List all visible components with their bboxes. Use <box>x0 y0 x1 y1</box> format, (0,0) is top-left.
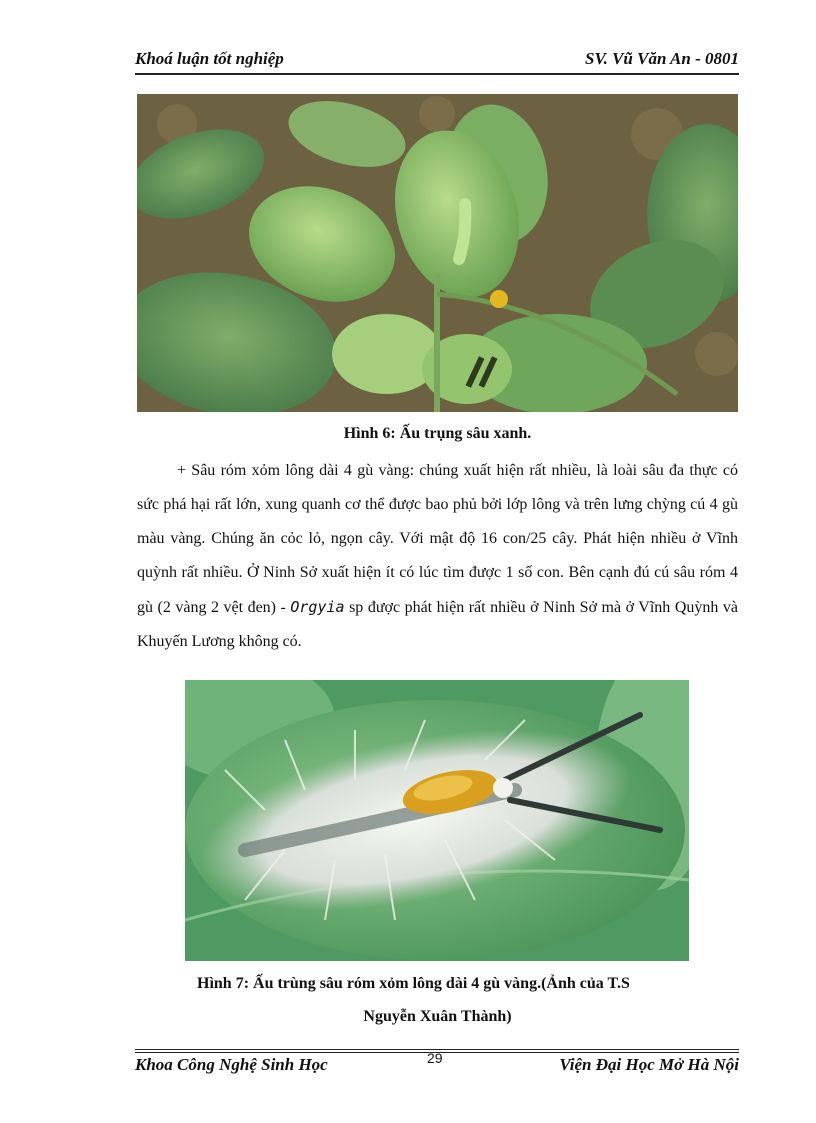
paragraph-text-after: sp được phát hiện rất nhiều ở Ninh Sở mà ở Vĩnh Quỳnh và Khuyến Lương không có. <box>137 599 739 650</box>
paragraph-text-before: + Sâu róm xỏm lông dài 4 gù vàng: chúng xuất hiện rất nhiều, là loài sâu đa thực có sức phá hại rất lớn, xung quanh cơ thể được bao phủ bởi lớp lông và trên lưng chỳng cú 4 gù màu vàng. Chúng ăn cỏc lỏ, ngọn cây. Với mật độ 16 con/25 cây. Phát hiện nhiều ở Vĩnh quỳnh rất nhiều. Ở Ninh Sở xuất hiện ít có lúc tìm được 1 số con. Bên cạnh đú cú sâu róm 4 gù (2 vàng 2 vệt đen) - <box>137 462 738 616</box>
paragraph-text <box>137 454 738 659</box>
header-rule <box>135 73 739 75</box>
photo-hairy-caterpillar <box>185 680 689 961</box>
figure-6-caption: Hình 6: Ấu trụng sâu xanh. <box>343 425 532 442</box>
header-thesis-label: Khoá luận tốt nghiệp <box>135 49 284 68</box>
body-paragraph <box>137 454 738 659</box>
page-header <box>135 49 739 73</box>
photo-green-caterpillar <box>137 94 738 412</box>
page-number: 29 <box>427 1050 443 1066</box>
genus-name: Orgyia <box>290 598 345 616</box>
figure-7-caption-line2: Nguyễn Xuân Thành) <box>363 1008 512 1025</box>
footer-faculty-label: Khoa Công Nghệ Sinh Học <box>135 1055 328 1074</box>
page-footer <box>135 1050 739 1079</box>
header-student-label: SV. Vũ Văn An - 0801 <box>584 49 739 68</box>
figure-7-caption-line1: Hình 7: Ấu trùng sâu róm xỏm lông dài 4 gù vàng.(Ảnh của T.S <box>197 975 630 992</box>
footer-university-label: Viện Đại Học Mở Hà Nội <box>559 1055 739 1074</box>
